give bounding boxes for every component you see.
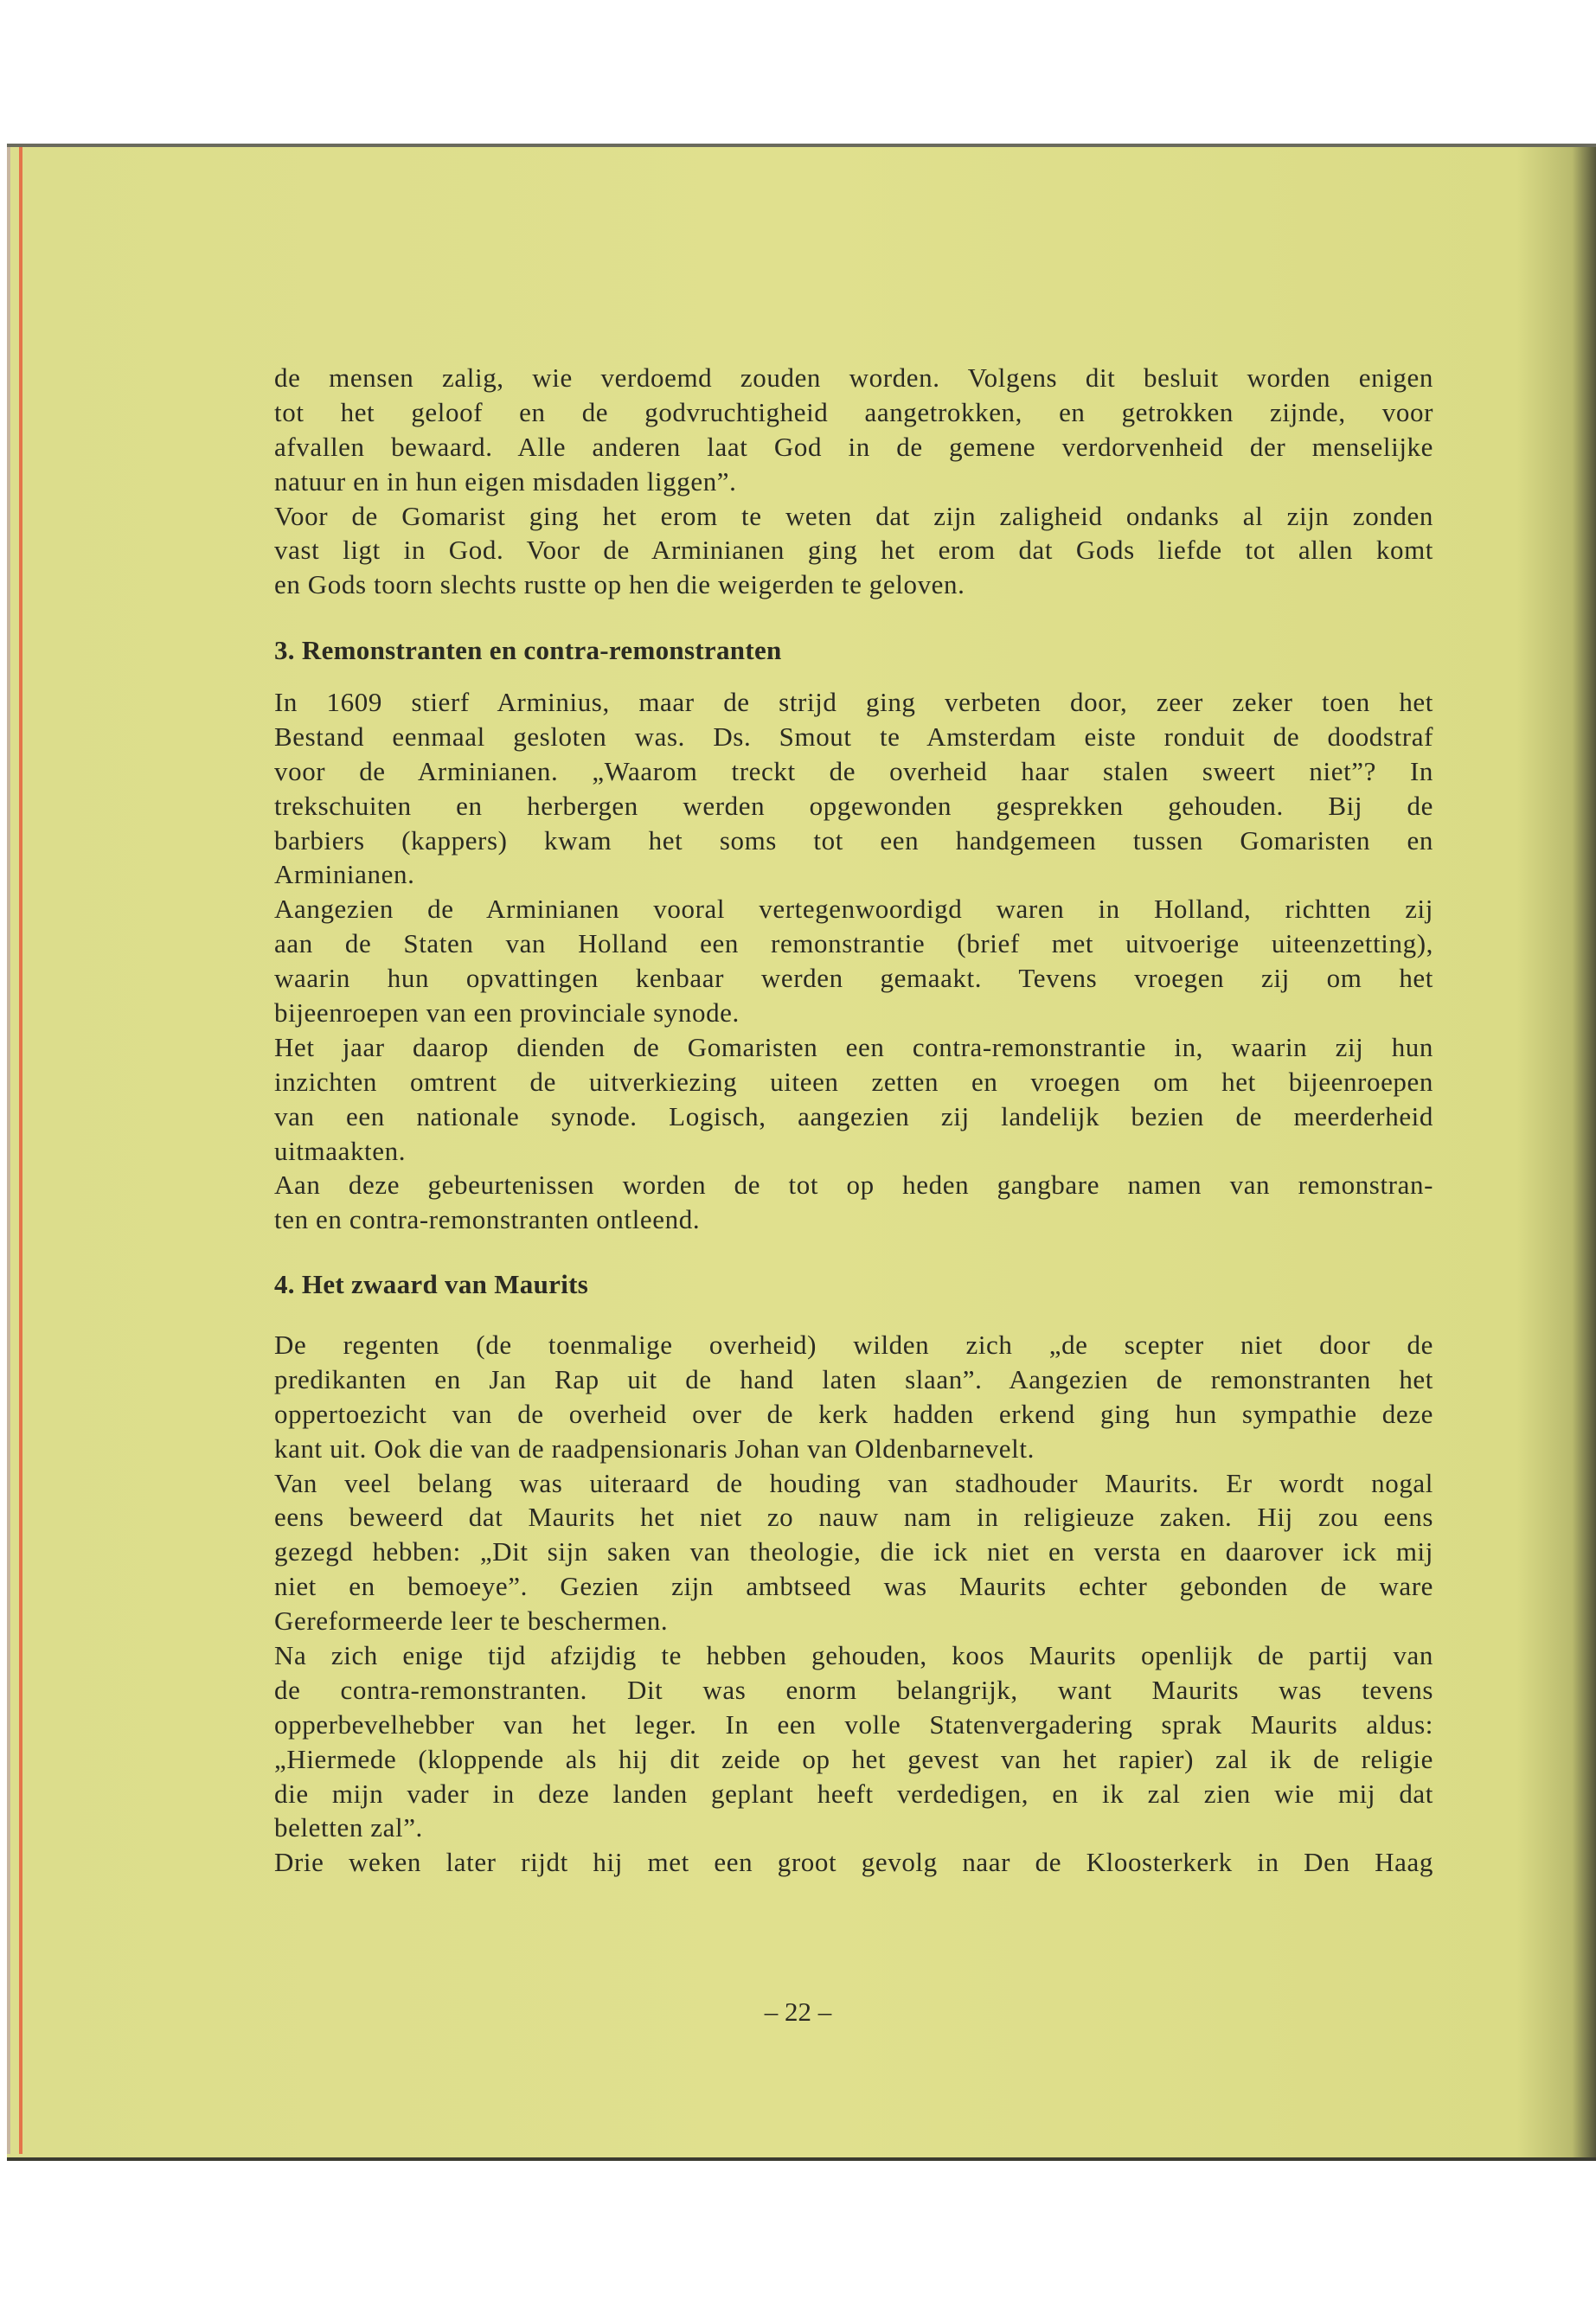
text-line: inzichten omtrent de uitverkiezing uiteen zetten en vroegen om het bijeenroepen [274,1066,1433,1097]
text-line: Drie weken later rijdt hij met een groot gevolg naar de Kloosterkerk in Den Haag [274,1847,1433,1878]
text-line: gezegd hebben: „Dit sijn saken van theologie, die ick niet en versta en daarover ick mij [274,1536,1433,1567]
text-line: Het jaar daarop dienden de Gomaristen een contra-remonstrantie in, waarin zij hun [274,1031,1433,1062]
section-4-heading: 4. Het zwaard van Maurits [274,1269,589,1299]
text-line: beletten zal”. [274,1812,423,1843]
text-line: „Hiermede (kloppende als hij dit zeide op het gevest van het rapier) zal ik de religie [274,1743,1433,1774]
text-line: die mijn vader in deze landen geplant heeft verdedigen, en ik zal zien wie mij dat [274,1778,1433,1809]
text-line: Arminianen. [274,859,415,890]
text-line: vast ligt in God. Voor de Arminianen ging het erom dat Gods liefde tot allen komt [274,535,1433,566]
text-line: Na zich enige tijd afzijdig te hebben gehouden, koos Maurits openlijk de partij van [274,1640,1433,1671]
text-line: van een nationale synode. Logisch, aangezien zij landelijk bezien de meerderheid [274,1100,1433,1131]
text-line: Bestand eenmaal gesloten was. Ds. Smout te Amsterdam eiste ronduit de doodstraf [274,721,1433,752]
text-line: de mensen zalig, wie verdoemd zouden worden. Volgens dit besluit worden enigen [274,362,1433,393]
text-line: trekschuiten en herbergen werden opgewonden gesprekken gehouden. Bij de [274,790,1433,821]
intro-paragraphs [274,361,1433,602]
text-line: In 1609 stierf Arminius, maar de strijd ging verbeten door, zeer zeker toen het [274,687,1433,717]
text-line: afvallen bewaard. Alle anderen laat God in de gemene verdorvenheid der menselijke [274,431,1433,462]
text-line: opperbevelhebber van het leger. In een volle Statenvergadering sprak Maurits aldus: [274,1708,1433,1740]
text-line: oppertoezicht van de overheid over de kerk hadden erkend ging hun sympathie deze [274,1398,1433,1429]
text-line: predikanten en Jan Rap uit de hand laten slaan”. Aangezien de remonstranten het [274,1363,1433,1394]
text-line: kant uit. Ook die van de raadpensionaris Johan van Oldenbarnevelt. [274,1433,1035,1464]
text-line: uitmaakten. [274,1135,407,1166]
text-line: tot het geloof en de godvruchtigheid aangetrokken, en getrokken zijnde, voor [274,396,1433,427]
text-line: eens beweerd dat Maurits het niet zo nauw nam in religieuze zaken. Hij zou eens [274,1502,1433,1533]
text-line: natuur en in hun eigen misdaden liggen”. [274,465,737,497]
text-line: en Gods toorn slechts rustte op hen die weigerden te geloven. [274,569,965,600]
text-line: waarin hun opvattingen kenbaar werden gemaakt. Tevens vroegen zij om het [274,963,1433,994]
text-line: voor de Arminianen. „Waarom treckt de overheid haar stalen sweert niet”? In [274,755,1433,786]
text-line: Voor de Gomarist ging het erom te weten dat zijn zaligheid ondanks al zijn zonden [274,500,1433,531]
section-3-heading: 3. Remonstranten en contra-remonstranten [274,635,782,665]
text-line: ten en contra-remonstranten ontleend. [274,1204,701,1235]
text-line: De regenten (de toenmalige overheid) wilden zich „de scepter niet door de [274,1330,1433,1360]
section-4-body [274,1328,1433,1880]
text-line: barbiers (kappers) kwam het soms tot een handgemeen tussen Gomaristen en [274,824,1433,856]
section-3-body [274,685,1433,1237]
text-line: bijeenroepen van een provinciale synode. [274,997,740,1029]
text-line: niet en bemoeye”. Gezien zijn ambtseed was Maurits echter gebonden de ware [274,1571,1433,1602]
page-number: – 22 – [764,1997,832,2027]
text-line: Van veel belang was uiteraard de houding van stadhouder Maurits. Er wordt nogal [274,1467,1433,1498]
page-edge [7,147,10,2154]
page-edge-red-line [19,147,22,2154]
text-line: Aan deze gebeurtenissen worden de tot op heden gangbare namen van remonstran- [274,1170,1433,1201]
text-line: Gereformeerde leer te beschermen. [274,1606,669,1637]
text-line: aan de Staten van Holland een remonstrantie (brief met uitvoerige uiteenzetting), [274,928,1433,959]
text-line: Aangezien de Arminianen vooral vertegenwoordigd waren in Holland, richtten zij [274,894,1433,925]
text-line: de contra-remonstranten. Dit was enorm belangrijk, want Maurits was tevens [274,1674,1433,1705]
